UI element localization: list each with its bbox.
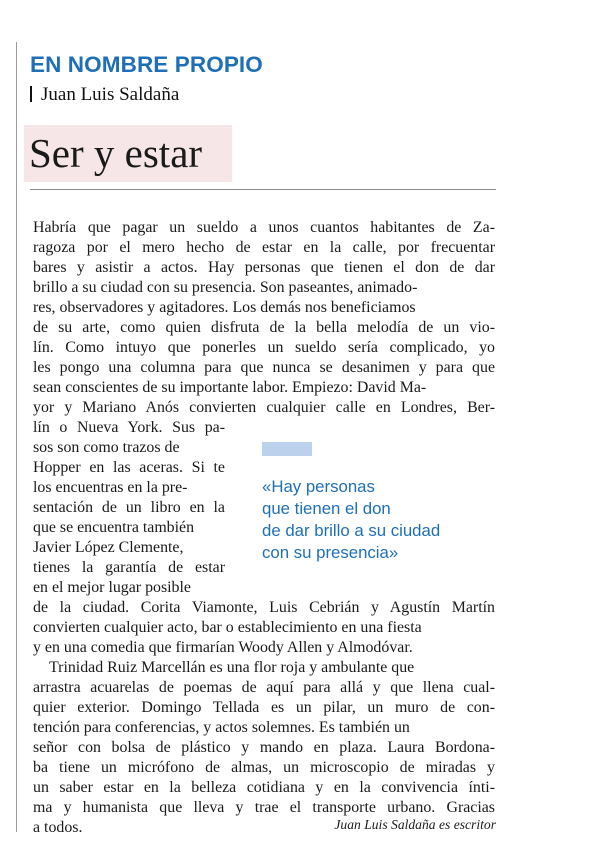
body-line: sean conscientes de su importante labor. Empiezo: David Ma- — [33, 379, 427, 396]
column-rule — [16, 42, 17, 832]
body-line: Trinidad Ruiz Marcellán es una flor roja y ambulante que — [49, 659, 415, 676]
body-line: Habría que pagar un sueldo a unos cuantos habitantes de Za- — [33, 219, 495, 236]
body-line: lín o Nueva York. Sus pa- — [33, 419, 225, 436]
body-line: bares y asistir a actos. Hay personas que tienen el don de dar — [33, 259, 495, 276]
pullquote-line: «Hay personas — [262, 477, 375, 496]
body-line: de su arte, como quien disfruta de la bella melodía de un vio- — [33, 319, 495, 336]
pullquote-line: de dar brillo a su ciudad — [262, 521, 441, 540]
body-line: ragoza por el mero hecho de estar en la calle, por frecuentar — [33, 239, 495, 256]
body-line: sentación de un libro en la — [33, 499, 225, 516]
body-line: sos son como trazos de — [33, 439, 180, 456]
body-line: convierten cualquier acto, bar o establecimiento en una fiesta — [33, 619, 422, 636]
byline-author: Juan Luis Saldaña — [41, 84, 180, 105]
body-line: Hopper en las aceras. Si te — [33, 459, 225, 476]
body-line: quier exterior. Domingo Tellada es un pilar, un muro de con- — [33, 699, 495, 716]
body-line: brillo a su ciudad con su presencia. Son paseantes, animado- — [33, 279, 418, 296]
body-line: y en una comedia que firmarían Woody Allen y Almodóvar. — [33, 639, 413, 656]
pullquote-line: que tienen el don — [262, 499, 391, 518]
author-signoff: Juan Luis Saldaña es escritor — [334, 817, 496, 832]
body-line: tienes la garantía de estar — [33, 559, 225, 576]
body-line: arrastra acuarelas de poemas de aquí para allá y que llena cual- — [33, 679, 495, 696]
body-line: que se encuentra también — [33, 519, 195, 536]
body-line: ba tiene un micrófono de almas, un microscopio de miradas y — [33, 759, 495, 776]
body-line: a todos. — [33, 819, 83, 836]
pullquote-line: con su presencia» — [262, 543, 399, 562]
section-heading: EN NOMBRE PROPIO — [30, 52, 263, 77]
body-line: señor con bolsa de plástico y mando en plaza. Laura Bordona- — [33, 739, 495, 756]
byline — [30, 84, 179, 106]
body-line: les pongo una columna para que nunca se desanimen y para que — [33, 359, 495, 376]
pullquote-mark — [262, 442, 312, 456]
body-line: un saber estar en la belleza cotidiana y en la convivencia ínti- — [33, 779, 495, 796]
body-line: ma y humanista que lleva y trae el transporte urbano. Gracias — [33, 799, 495, 816]
body-line: los encuentras en la pre- — [33, 479, 188, 496]
byline-bar — [30, 86, 32, 102]
body-line: Javier López Clemente, — [33, 539, 184, 556]
title-divider — [30, 189, 496, 190]
body-line: en el mejor lugar posible — [33, 579, 191, 596]
body-line: res, observadores y agitadores. Los demás nos beneficiamos — [33, 299, 416, 316]
body-line: de la ciudad. Corita Viamonte, Luis Cebrián y Agustín Martín — [33, 599, 495, 616]
body-line: yor y Mariano Anós convierten cualquier calle en Londres, Ber- — [33, 399, 495, 416]
body-line: lín. Como intuyo que ponerles un sueldo sería complicado, yo — [33, 339, 495, 356]
body-line: tención para conferencias, y actos solemnes. Es también un — [33, 719, 410, 736]
article-title: Ser y estar — [29, 130, 203, 176]
